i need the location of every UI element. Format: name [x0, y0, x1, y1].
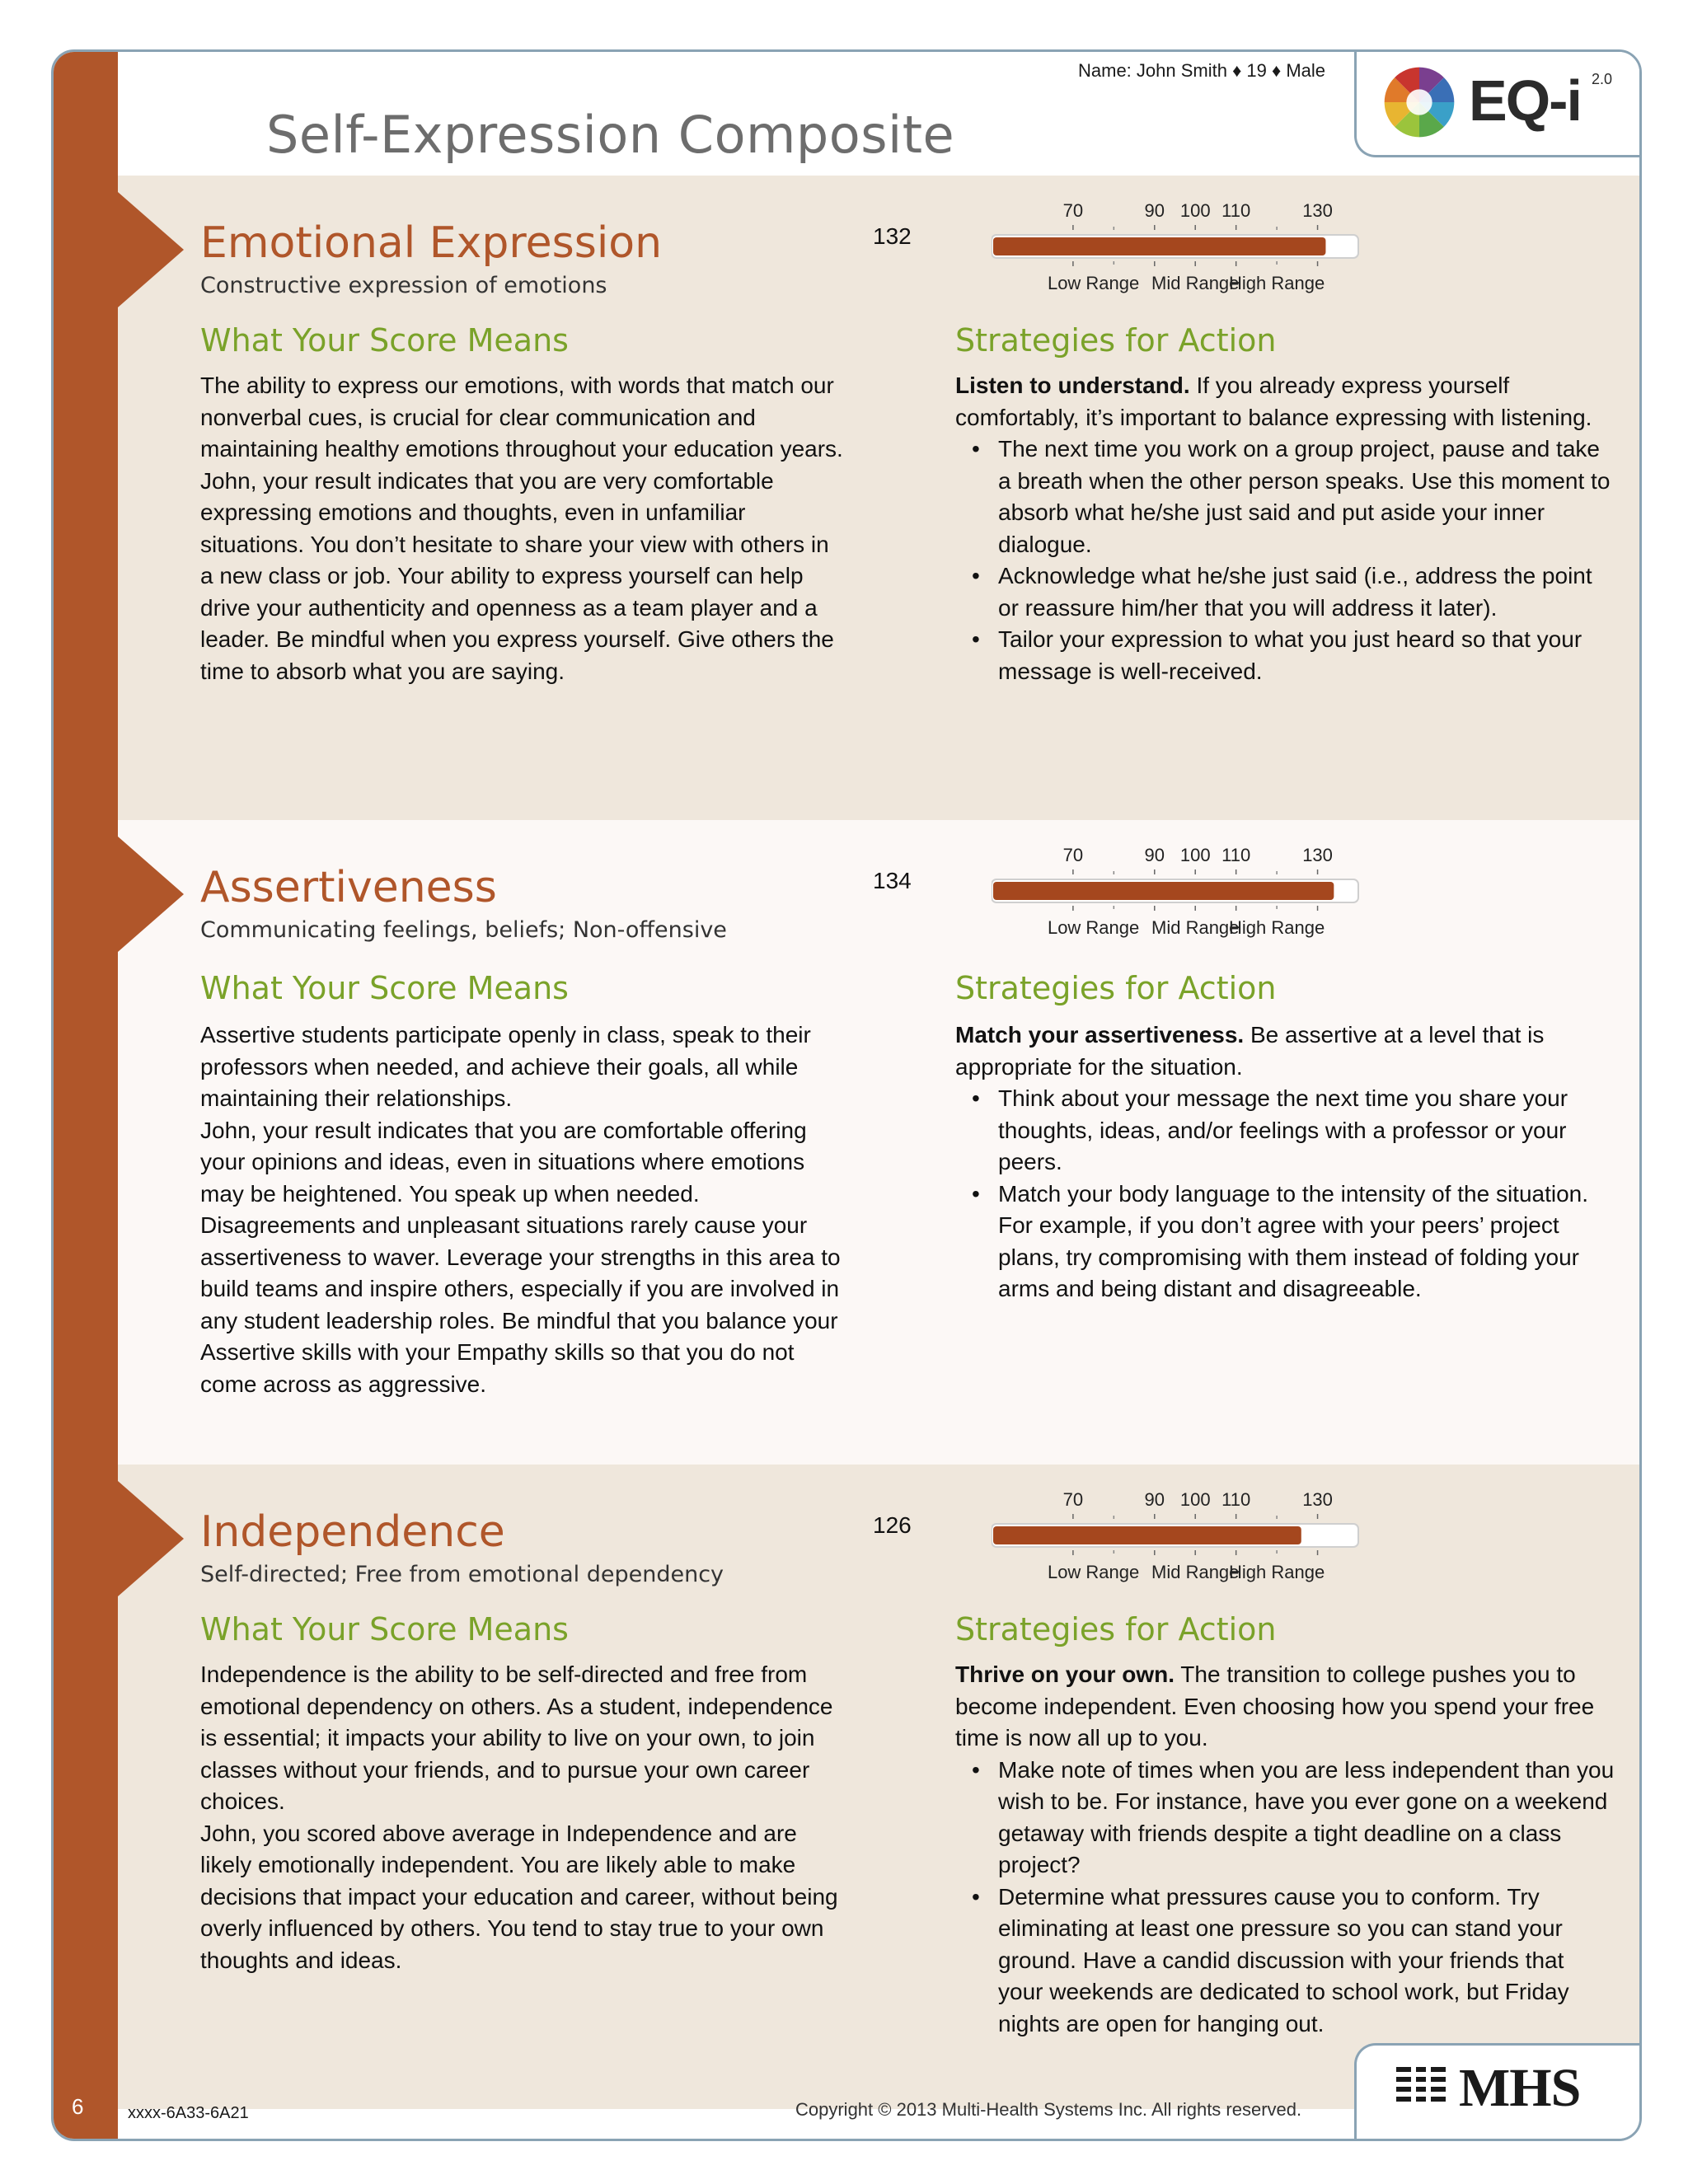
- page-number: 6: [72, 2094, 84, 2119]
- strategies-text: [955, 1659, 1615, 2040]
- score-value: 134: [873, 868, 912, 893]
- mhs-logo: [1354, 2043, 1642, 2141]
- document-id: xxxx-6A33-6A21: [128, 2104, 249, 2122]
- score-scale: [992, 176, 1362, 299]
- range-label: High Range: [1229, 917, 1325, 938]
- paragraph: Assertive students participate openly in class, speak to their professors when needed, and achieve their goals, all while maintaining their relationships.: [200, 1022, 811, 1111]
- strategy-intro: [955, 370, 1615, 434]
- score-means-text: [200, 1659, 843, 1976]
- tick-label: 130: [1302, 200, 1333, 221]
- range-label: High Range: [1229, 1562, 1325, 1582]
- tick-label: 90: [1144, 845, 1165, 865]
- paragraph: John, your result indicates that you are very comfortable expressing emotions and thoughts, even in unfamiliar situations. You don’t hesitate to share your view with others in a new class or job. Your ability to express yourself can help drive your authenticity and openness as a team player and a leader. Be mindful when you express yourself. Give others the time to absorb what you are saying.: [200, 467, 834, 684]
- strategy-intro-text: Be assertive at a level that is appropriate for the situation.: [955, 1022, 1545, 1080]
- score-means-heading: What Your Score Means: [200, 970, 569, 1006]
- section-arrow-icon: [118, 837, 184, 952]
- left-accent-bar: [54, 52, 118, 2139]
- section-emotional-expression: [118, 176, 1639, 820]
- section-title: Emotional Expression: [200, 218, 663, 268]
- section-title: Independence: [200, 1507, 505, 1557]
- score-scale: [992, 1465, 1362, 1588]
- tick-label: 110: [1221, 200, 1251, 221]
- paragraph: John, you scored above average in Independence and are likely emotionally independent. You are likely able to make decisions that impact your education and career, without being overly influenced by others. You tend to stay true to your own thoughts and ideas.: [200, 1820, 838, 1973]
- tick-label: 100: [1179, 1489, 1211, 1510]
- list-item: • Think about your message the next time you share your thoughts, ideas, and/or feelings with a professor or your peers.: [998, 1083, 1615, 1179]
- section-independence: [118, 1465, 1639, 2109]
- score-means-heading: What Your Score Means: [200, 322, 569, 359]
- range-label: Low Range: [1047, 917, 1140, 938]
- strategies-text: [955, 370, 1615, 687]
- page-frame: [51, 49, 1642, 2141]
- tick-label: 110: [1221, 1489, 1251, 1510]
- section-title: Assertiveness: [200, 863, 497, 912]
- list-item: • Make note of times when you are less independent than you wish to be. For instance, have you ever gone on a weekend getaway with friends despite a tight deadline on a class project?: [998, 1755, 1615, 1882]
- eqi-logo-text: EQ-i: [1469, 68, 1581, 133]
- list-item: • Match your body language to the intensity of the situation. For example, if you don’t agree with your peers’ project plans, try compromising with them instead of folding your arms and being distant and disagreeable.: [998, 1179, 1615, 1305]
- strategy-lead: Thrive on your own.: [955, 1661, 1175, 1687]
- strategy-intro: [955, 1019, 1615, 1083]
- score-bar: [993, 237, 1325, 255]
- range-label: Mid Range: [1151, 1562, 1240, 1582]
- paragraph: Independence is the ability to be self-directed and free from emotional dependency on others. As a student, independence is essential; it impacts your ability to live on your own, to join classes without your friends, and to pursue your own career choices.: [200, 1661, 833, 1814]
- strategy-list: [955, 434, 1615, 687]
- tick-label: 100: [1179, 845, 1211, 865]
- tick-label: 70: [1062, 845, 1084, 865]
- range-label: Low Range: [1047, 1562, 1140, 1582]
- section-subtitle: Communicating feelings, beliefs; Non-offensive: [200, 917, 727, 943]
- strategy-intro-text: If you already express yourself comfortably, it’s important to balance expressing with listening.: [955, 373, 1592, 430]
- strategy-lead: Listen to understand.: [955, 373, 1190, 398]
- section-arrow-icon: [118, 192, 184, 307]
- score-scale: [992, 820, 1362, 944]
- tick-label: 90: [1144, 200, 1165, 221]
- strategies-heading: Strategies for Action: [955, 970, 1277, 1006]
- mhs-logo-text: MHS: [1459, 2058, 1581, 2118]
- strategy-list: [955, 1755, 1615, 2041]
- score-value: 126: [873, 1512, 912, 1538]
- mhs-mark-icon: [1396, 2065, 1446, 2107]
- score-bar: [993, 882, 1334, 900]
- score-means-text: [200, 1019, 843, 1400]
- tick-label: 130: [1302, 1489, 1333, 1510]
- section-subtitle: Constructive expression of emotions: [200, 273, 607, 298]
- strategy-list: [955, 1083, 1615, 1305]
- respondent-info: Name: John Smith ♦ 19 ♦ Male: [1078, 60, 1326, 81]
- tick-label: 90: [1144, 1489, 1165, 1510]
- strategies-heading: Strategies for Action: [955, 1611, 1277, 1647]
- copyright-notice: Copyright © 2013 Multi-Health Systems Inc. All rights reserved.: [795, 2099, 1302, 2120]
- eqi-logo-version: 2.0: [1592, 71, 1613, 87]
- section-arrow-icon: [118, 1481, 184, 1596]
- strategies-heading: Strategies for Action: [955, 322, 1277, 359]
- strategy-intro-text: The transition to college pushes you to become independent. Even choosing how you spend your free time is now all up to you.: [955, 1661, 1595, 1750]
- list-item: • Acknowledge what he/she just said (i.e., address the point or reassure him/her that you will address it later).: [998, 560, 1615, 624]
- list-item: • The next time you work on a group project, pause and take a breath when the other person speaks. Use this moment to absorb what he/she just said and put aside your inner dialogue.: [998, 434, 1615, 560]
- range-label: Low Range: [1047, 273, 1140, 293]
- tick-label: 100: [1179, 200, 1211, 221]
- eqi-logo: [1354, 49, 1642, 157]
- strategy-intro: [955, 1659, 1615, 1755]
- tick-label: 130: [1302, 845, 1333, 865]
- strategy-lead: Match your assertiveness.: [955, 1022, 1245, 1047]
- paragraph: The ability to express our emotions, with words that match our nonverbal cues, is crucial for clear communication and maintaining healthy emotions throughout your education years.: [200, 373, 843, 462]
- tick-label: 70: [1062, 1489, 1084, 1510]
- score-means-heading: What Your Score Means: [200, 1611, 569, 1647]
- section-subtitle: Self-directed; Free from emotional dependency: [200, 1562, 724, 1587]
- score-bar: [993, 1526, 1301, 1544]
- paragraph: John, your result indicates that you are comfortable offering your opinions and ideas, even in situations where emotions may be heightened. You speak up when needed. Disagreements and unpleasant situations rarely cause your assertiveness to waver. Leverage your strengths in this area to build teams and inspire others, especially if you are involved in any student leadership roles. Be mindful that you balance your Assertive skills with your Empathy skills so that you do not come across as aggressive.: [200, 1117, 841, 1397]
- score-means-text: [200, 370, 843, 687]
- tick-label: 70: [1062, 200, 1084, 221]
- section-assertiveness: [118, 820, 1639, 1465]
- range-label: Mid Range: [1151, 917, 1240, 938]
- range-label: Mid Range: [1151, 273, 1240, 293]
- range-label: High Range: [1229, 273, 1325, 293]
- tick-label: 110: [1221, 845, 1251, 865]
- list-item: • Determine what pressures cause you to conform. Try eliminating at least one pressure so you can stand your ground. Have a candid discussion with your friends that your weekends are dedicated to school work, but Friday nights are open for hanging out.: [998, 1882, 1615, 2041]
- page-title: Self-Expression Composite: [266, 105, 955, 165]
- eqi-wheel-icon: [1381, 64, 1457, 140]
- score-value: 132: [873, 223, 912, 249]
- list-item: • Tailor your expression to what you just heard so that your message is well-received.: [998, 624, 1615, 687]
- strategies-text: [955, 1019, 1615, 1305]
